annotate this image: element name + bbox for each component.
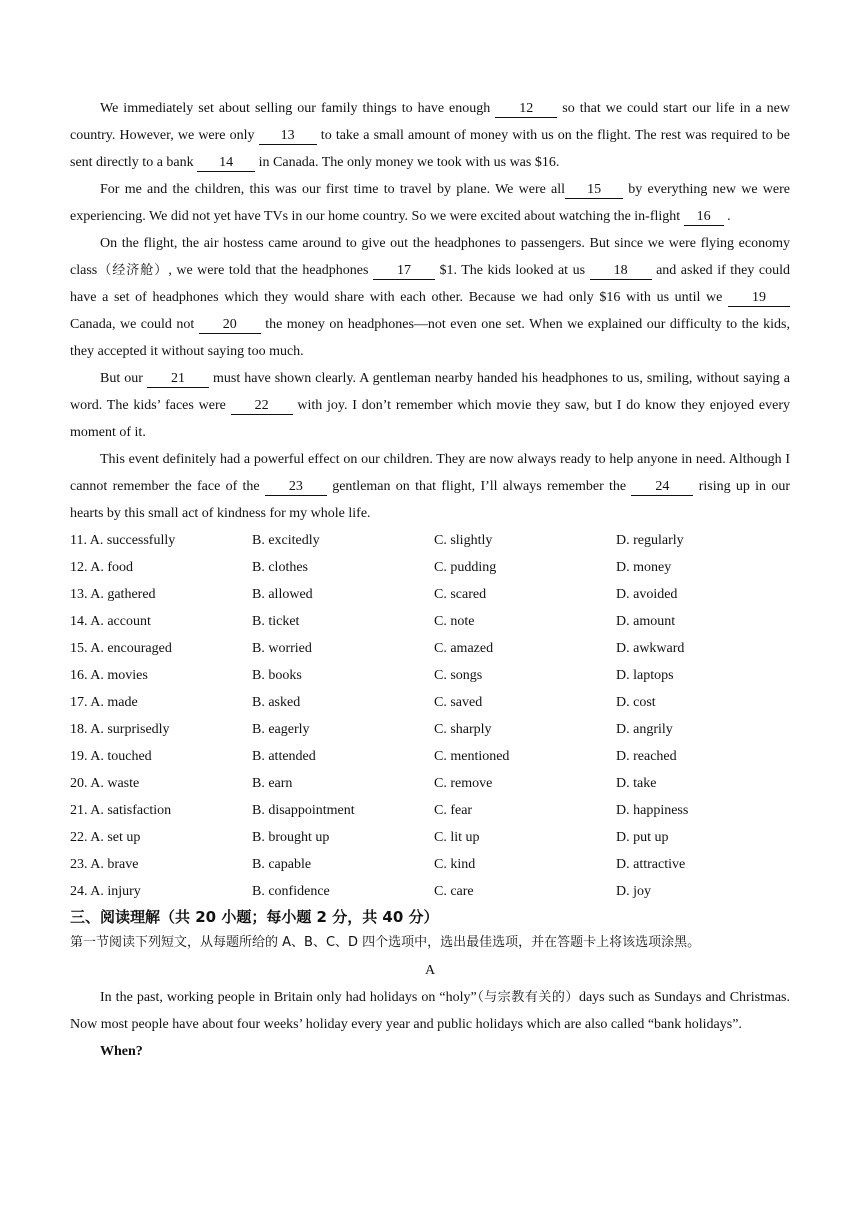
option-d: D. awkward (616, 641, 685, 656)
text: But our (100, 371, 147, 386)
option-row-17 (70, 689, 790, 716)
option-row-22 (70, 824, 790, 851)
answer-options (70, 527, 790, 905)
option-c: C. sharply (434, 722, 492, 737)
option-b: B. allowed (252, 587, 313, 602)
option-row-20 (70, 770, 790, 797)
option-a: 15. A. encouraged (70, 641, 172, 656)
option-b: B. ticket (252, 614, 300, 629)
option-c: C. fear (434, 803, 473, 818)
text: , we were told that the headphones (168, 263, 373, 278)
blank-22: 22 (231, 398, 293, 415)
option-c: C. kind (434, 857, 476, 872)
passage-paragraph-3 (70, 230, 790, 365)
option-a: 21. A. satisfaction (70, 803, 172, 818)
text: . (723, 209, 731, 224)
option-b: B. worried (252, 641, 312, 656)
option-c: C. pudding (434, 560, 497, 575)
option-row-12 (70, 554, 790, 581)
option-d: D. angrily (616, 722, 673, 737)
option-c: C. songs (434, 668, 483, 683)
option-a: 11. A. successfully (70, 533, 176, 548)
option-row-16 (70, 662, 790, 689)
passage-paragraph-1 (70, 95, 790, 176)
text: On the flight, the air hostess came around to give out the headphones to passengers. But since we were flying economy class (70, 236, 790, 278)
chinese-gloss: （与宗教有关的） (476, 990, 579, 1005)
option-b: B. attended (252, 749, 316, 764)
option-a: 23. A. brave (70, 857, 139, 872)
blank-12: 12 (495, 101, 557, 118)
blank-24: 24 (631, 479, 693, 496)
option-b: B. confidence (252, 884, 330, 899)
option-d: D. put up (616, 830, 669, 845)
option-c: C. lit up (434, 830, 480, 845)
option-row-13 (70, 581, 790, 608)
reading-paragraph-1 (70, 984, 790, 1038)
blank-19: 19 (728, 290, 790, 307)
blank-18: 18 (590, 263, 652, 280)
blank-20: 20 (199, 317, 261, 334)
chinese-gloss: （经济舱） (97, 263, 169, 278)
option-a: 12. A. food (70, 560, 133, 575)
option-row-11 (70, 527, 790, 554)
text: with joy. I don’t remember which movie they saw, but I do know they enjoyed every moment of it. (70, 398, 790, 440)
option-row-14 (70, 608, 790, 635)
option-row-23 (70, 851, 790, 878)
option-c: C. care (434, 884, 474, 899)
option-d: D. avoided (616, 587, 678, 602)
option-c: C. saved (434, 695, 483, 710)
option-b: B. disappointment (252, 803, 355, 818)
option-c: C. scared (434, 587, 487, 602)
option-a: 17. A. made (70, 695, 138, 710)
option-b: B. earn (252, 776, 293, 791)
option-d: D. amount (616, 614, 676, 629)
option-b: B. books (252, 668, 302, 683)
option-c: C. slightly (434, 533, 493, 548)
blank-23: 23 (265, 479, 327, 496)
text: Canada, we could not (70, 317, 199, 332)
section-title: 三、阅读理解（共 20 小题；每小题 2 分，共 40 分） (70, 908, 439, 926)
passage-paragraph-4 (70, 365, 790, 446)
option-d: D. take (616, 776, 657, 791)
option-b: B. asked (252, 695, 301, 710)
option-row-18 (70, 716, 790, 743)
option-a: 22. A. set up (70, 830, 141, 845)
option-d: D. joy (616, 884, 651, 899)
text: In the past, working people in Britain only had holidays on “holy” (100, 990, 477, 1005)
option-d: D. laptops (616, 668, 674, 683)
blank-15: 15 (565, 182, 623, 199)
text: days such as Sundays and Christmas. Now most people have about four weeks’ holiday every year and public holidays which are also called “bank holidays”. (70, 990, 790, 1032)
blank-14: 14 (197, 155, 255, 172)
option-d: D. cost (616, 695, 656, 710)
blank-17: 17 (373, 263, 435, 280)
text: rising up in our hearts by this small act of kindness for my whole life. (70, 479, 790, 521)
option-a: 14. A. account (70, 614, 151, 629)
option-a: 19. A. touched (70, 749, 152, 764)
exam-page (70, 95, 790, 1065)
text: the money on headphones—not even one set. When we explained our difficulty to the kids, they accepted it without saying too much. (70, 317, 791, 359)
blank-21: 21 (147, 371, 209, 388)
blank-13: 13 (259, 128, 317, 145)
text: to take a small amount of money with us on the flight. The rest was required to be sent directly to a bank (70, 128, 790, 170)
text: We immediately set about selling our family things to have enough (100, 101, 496, 116)
option-b: B. excitedly (252, 533, 320, 548)
option-c: C. mentioned (434, 749, 510, 764)
option-a: 18. A. surprisedly (70, 722, 170, 737)
option-row-24 (70, 878, 790, 905)
option-b: B. eagerly (252, 722, 310, 737)
option-row-19 (70, 743, 790, 770)
text: and asked if they could have a set of headphones which they would share with each other. Because we had only $16 with us until we (70, 263, 790, 305)
option-b: B. brought up (252, 830, 330, 845)
text: For me and the children, this was our first time to travel by plane. We were all (100, 182, 566, 197)
text: in Canada. The only money we took with us was $16. (255, 155, 560, 170)
option-d: D. regularly (616, 533, 684, 548)
option-a: 13. A. gathered (70, 587, 156, 602)
text: so that we could start our life in a new country. However, we were only (70, 101, 790, 143)
passage-label: A (424, 963, 436, 978)
option-b: B. capable (252, 857, 312, 872)
option-c: C. remove (434, 776, 493, 791)
option-b: B. clothes (252, 560, 308, 575)
option-row-21 (70, 797, 790, 824)
text: by everything new we were experiencing. We did not yet have TVs in our home country. So we were excited about watching the in-flight (70, 182, 790, 224)
option-d: D. money (616, 560, 672, 575)
option-c: C. note (434, 614, 475, 629)
section-instruction: 第一节阅读下列短文，从每题所给的 A、B、C、D 四个选项中，选出最佳选项，并在答题卡上将该选项涂黑。 (70, 935, 701, 950)
passage-paragraph-5 (70, 446, 790, 527)
option-c: C. amazed (434, 641, 494, 656)
option-row-15 (70, 635, 790, 662)
text: must have shown clearly. A gentleman nearby handed his headphones to us, smiling, without saying a word. The kids’ faces were (70, 371, 790, 413)
reading-subheading: When? (100, 1044, 143, 1059)
option-a: 16. A. movies (70, 668, 148, 683)
option-d: D. happiness (616, 803, 689, 818)
blank-16: 16 (684, 209, 724, 226)
option-d: D. attractive (616, 857, 686, 872)
text: This event definitely had a powerful effect on our children. They are now always ready to help anyone in need. Although I cannot remember the face of the (70, 452, 790, 494)
option-d: D. reached (616, 749, 677, 764)
option-a: 20. A. waste (70, 776, 140, 791)
text: $1. The kids looked at us (434, 263, 590, 278)
option-a: 24. A. injury (70, 884, 141, 899)
text: gentleman on that flight, I’ll always remember the (326, 479, 632, 494)
passage-paragraph-2 (70, 176, 790, 230)
